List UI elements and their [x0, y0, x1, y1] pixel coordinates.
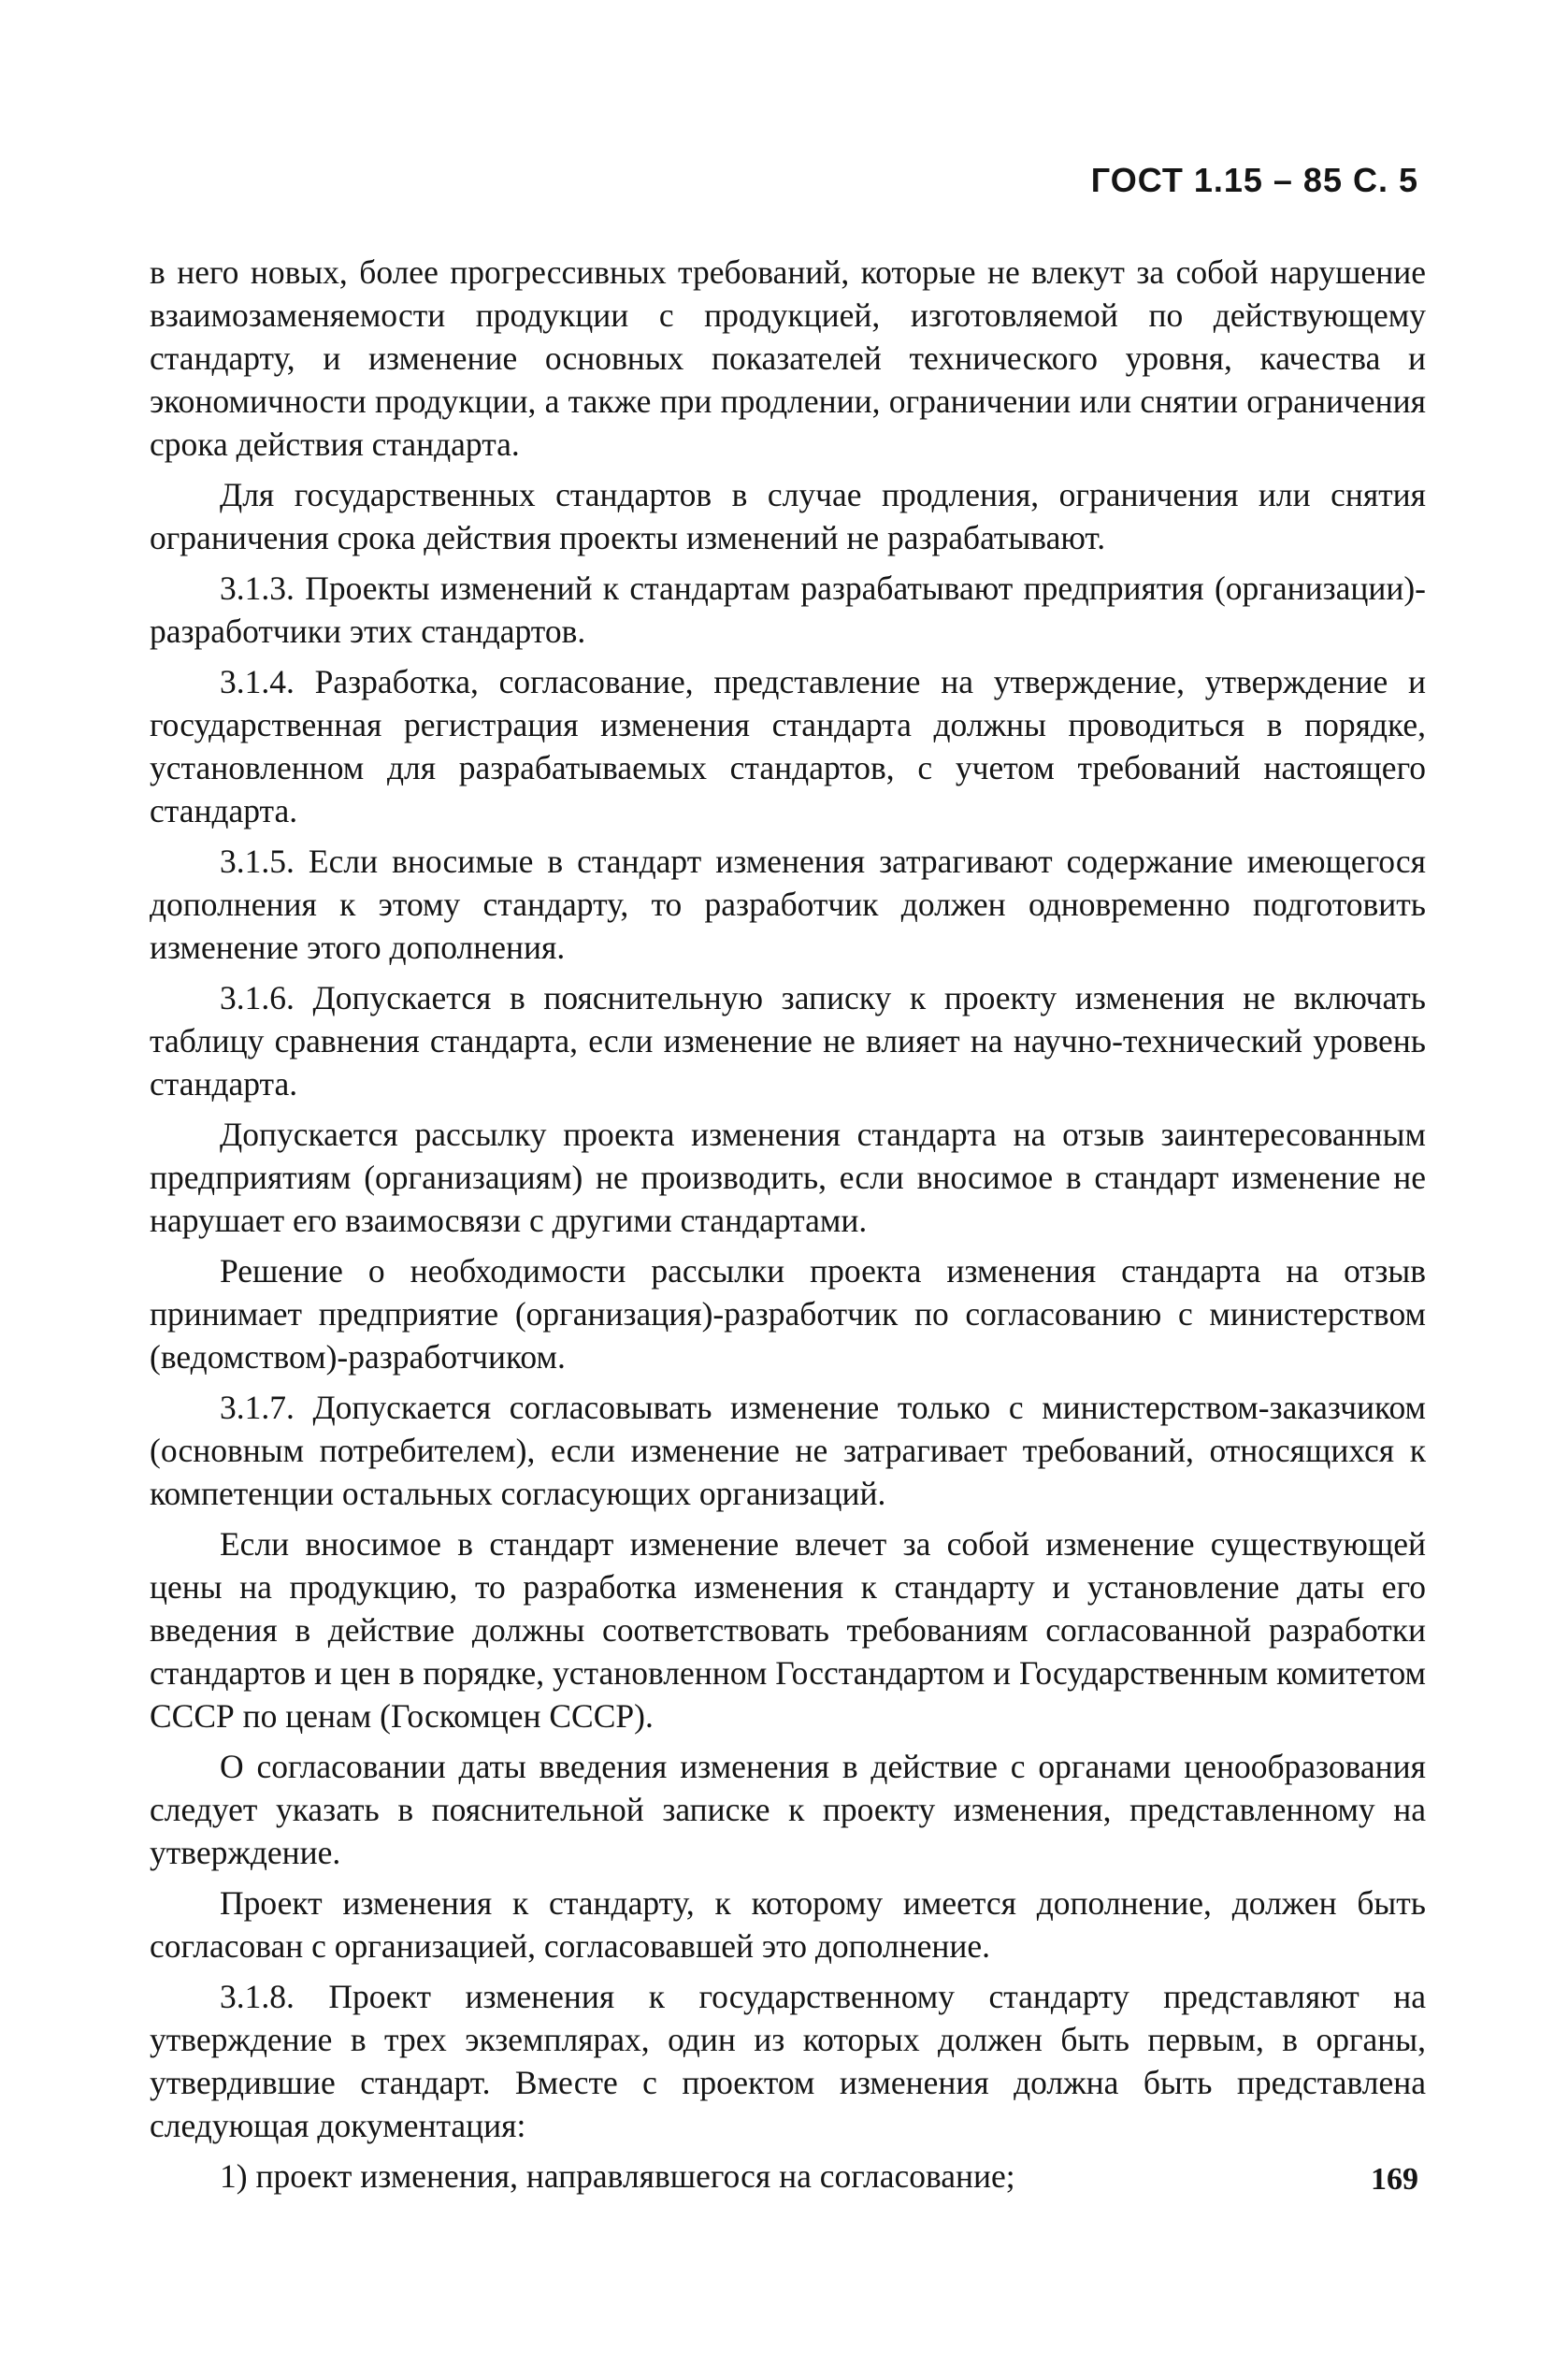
clause-3-1-5: 3.1.5. Если вносимые в стандарт изменения затрагивают содержание имеющегося дополнения к этому стандарту, то разработчик должен одновременно подготовить изменение этого дополнения.	[150, 843, 1426, 966]
clause-3-1-7: 3.1.7. Допускается согласовывать изменение только с министерством-заказчиком (основным потребителем), если изменение не затрагивает требований, относящихся к компетенции остальных согласующих организаций.	[150, 1389, 1426, 1512]
running-header: ГОСТ 1.15 – 85 С. 5	[1090, 161, 1418, 199]
paragraph-mailing-permitted: Допускается рассылку проекта изменения стандарта на отзыв заинтересованным предприятиям (организациям) не производить, если вносимое в стандарт изменение не нарушает его взаимосвязи с другими стандартами.	[150, 1116, 1426, 1239]
paragraph-mailing-decision: Решение о необходимости рассылки проекта изменения стандарта на отзыв принимает предприятие (организация)-разработчик по согласованию с министерством (ведомством)-разработчиком.	[150, 1252, 1426, 1376]
document-body	[150, 251, 1426, 2205]
page-number: 169	[1371, 2162, 1418, 2197]
paragraph-supplement-agreement: Проект изменения к стандарту, к которому имеется дополнение, должен быть согласован с организацией, согласовавшей это дополнение.	[150, 1884, 1426, 1965]
paragraph-state-standards: Для государственных стандартов в случае продления, ограничения или снятия ограничения срока действия проекты изменений не разрабатывают.	[150, 476, 1426, 556]
clause-3-1-4: 3.1.4. Разработка, согласование, представление на утверждение, утверждение и государственная регистрация изменения стандарта должны проводиться в порядке, установленном для разрабатываемых стандартов, с учетом требований настоящего стандарта.	[150, 663, 1426, 829]
clause-3-1-3: 3.1.3. Проекты изменений к стандартам разрабатывают предприятия (организации)-разработчики этих стандартов.	[150, 569, 1426, 650]
paragraph-price-change: Если вносимое в стандарт изменение влечет за собой изменение существующей цены на продукцию, то разработка изменения к стандарту и установление даты его введения в действие должны соответствовать требованиям согласованной разработки стандартов и цен в порядке, установленном Госстандартом и Государственным комитетом СССР по ценам (Госкомцен СССР).	[150, 1525, 1426, 1735]
list-item-1: 1) проект изменения, направлявшегося на согласование;	[220, 2157, 1015, 2195]
clause-3-1-6: 3.1.6. Допускается в пояснительную записку к проекту изменения не включать таблицу сравнения стандарта, если изменение не влияет на научно-технический уровень стандарта.	[150, 979, 1426, 1103]
paragraph-continuation: в него новых, более прогрессивных требований, которые не влекут за собой нарушение взаимозаменяемости продукции с продукцией, изготовляемой по действующему стандарту, и изменение основных показателей технического уровня, качества и экономичности продукции, а также при продлении, ограничении или снятии ограничения срока действия стандарта.	[150, 253, 1426, 463]
paragraph-pricing-agreement: О согласовании даты введения изменения в действие с органами ценообразования следует указать в пояснительной записке к проекту изменения, представленному на утверждение.	[150, 1748, 1426, 1871]
clause-3-1-8: 3.1.8. Проект изменения к государственному стандарту представляют на утверждение в трех экземплярах, один из которых должен быть первым, в органы, утвердившие стандарт. Вместе с проектом изменения должна быть представлена следующая документация:	[150, 1978, 1426, 2144]
